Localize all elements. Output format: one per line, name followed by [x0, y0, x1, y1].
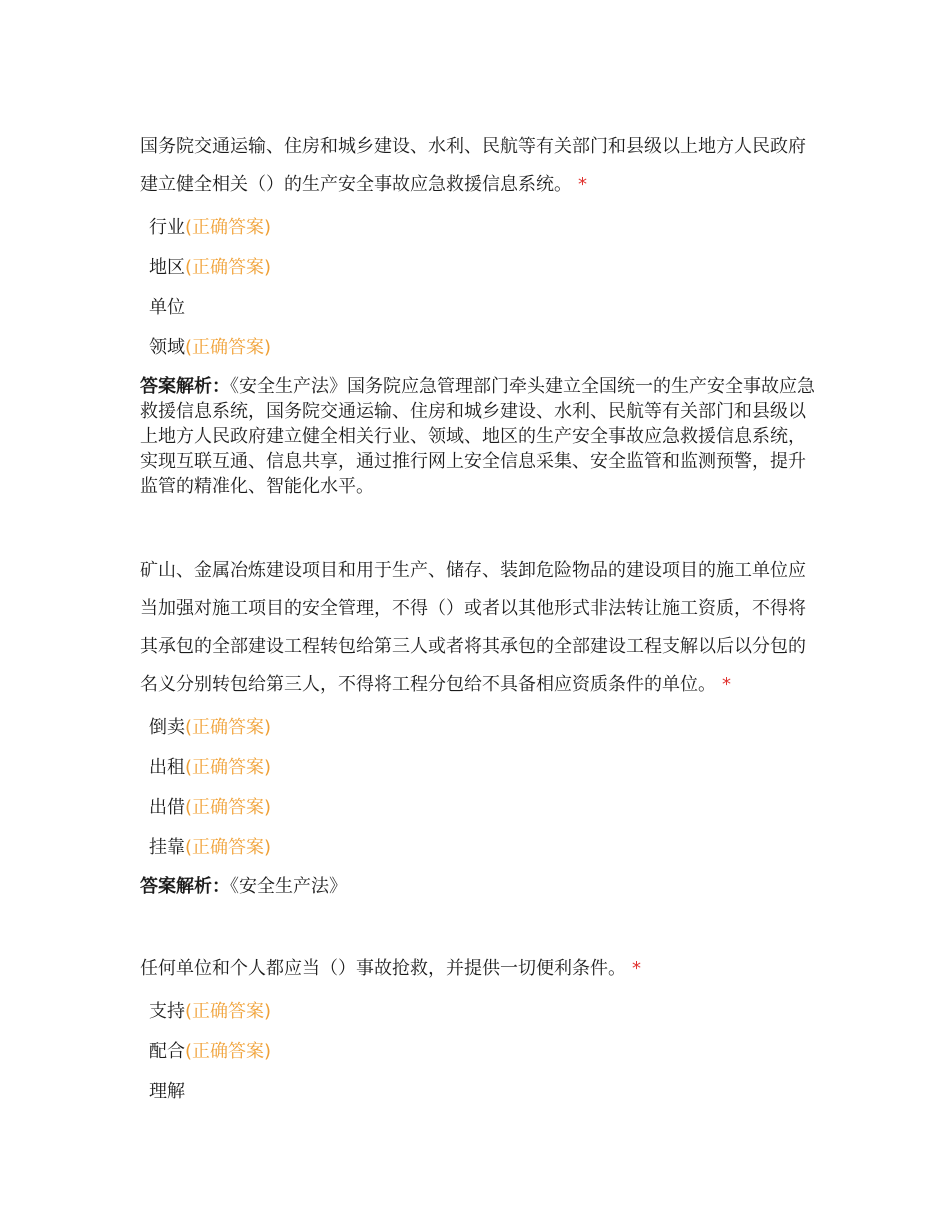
- option-item[interactable]: 挂靠(正确答案): [149, 837, 272, 858]
- question-2: [140, 552, 815, 899]
- option-item[interactable]: 出租(正确答案): [149, 757, 272, 778]
- question-text: 矿山、金属冶炼建设项目和用于生产、储存、装卸危险物品的建设项目的施工单位应当加强对施工项目的安全管理，不得（）或者以其他形式非法转让施工资质，不得将其承包的全部建设工程转包给第三人或者将其承包的全部建设工程支解以后以分包的名义分别转包给第三人，不得将工程分包给不具备相应资质条件的单位。 *: [140, 560, 806, 695]
- correct-answer-tag: (正确答案): [185, 1001, 272, 1022]
- correct-answer-tag: (正确答案): [185, 837, 272, 858]
- analysis-label: 答案解析：: [140, 876, 230, 897]
- answer-analysis: [140, 874, 815, 899]
- correct-answer-tag: (正确答案): [185, 337, 272, 358]
- option-item[interactable]: 理解: [149, 1081, 185, 1102]
- option-item[interactable]: 地区(正确答案): [149, 257, 272, 278]
- option-item[interactable]: 支持(正确答案): [149, 1001, 272, 1022]
- option-item[interactable]: 倒卖(正确答案): [149, 717, 272, 738]
- option-list: [140, 208, 815, 368]
- required-mark: *: [578, 174, 587, 195]
- correct-answer-tag: (正确答案): [185, 717, 272, 738]
- correct-answer-tag: (正确答案): [185, 1041, 272, 1062]
- required-mark: *: [632, 958, 641, 979]
- correct-answer-tag: (正确答案): [185, 797, 272, 818]
- analysis-text: 《安全生产法》: [230, 876, 347, 897]
- option-list: [140, 708, 815, 868]
- analysis-label: 答案解析：: [140, 376, 230, 397]
- correct-answer-tag: (正确答案): [185, 757, 272, 778]
- analysis-text: 《安全生产法》国务院应急管理部门牵头建立全国统一的生产安全事故应急救援信息系统，国务院交通运输、住房和城乡建设、水利、民航等有关部门和县级以上地方人民政府建立健全相关行业、领域、地区的生产安全事故应急救援信息系统，实现互联互通、信息共享，通过推行网上安全信息采集、安全监管和监测预警，提升监管的精准化、智能化水平。: [140, 376, 815, 497]
- question-3: [140, 950, 815, 1112]
- option-item[interactable]: 行业(正确答案): [149, 217, 272, 238]
- correct-answer-tag: (正确答案): [185, 257, 272, 278]
- required-mark: *: [722, 674, 731, 695]
- option-item[interactable]: 出借(正确答案): [149, 797, 272, 818]
- answer-analysis: [140, 374, 815, 499]
- question-text: 国务院交通运输、住房和城乡建设、水利、民航等有关部门和县级以上地方人民政府建立健全相关（）的生产安全事故应急救援信息系统。 *: [140, 136, 806, 195]
- option-item[interactable]: 领域(正确答案): [149, 337, 272, 358]
- correct-answer-tag: (正确答案): [185, 217, 272, 238]
- option-list: [140, 992, 815, 1112]
- option-item[interactable]: 配合(正确答案): [149, 1041, 272, 1062]
- option-item[interactable]: 单位: [149, 297, 185, 318]
- question-text: 任何单位和个人都应当（）事故抢救，并提供一切便利条件。 *: [140, 958, 641, 979]
- question-1: [140, 128, 815, 499]
